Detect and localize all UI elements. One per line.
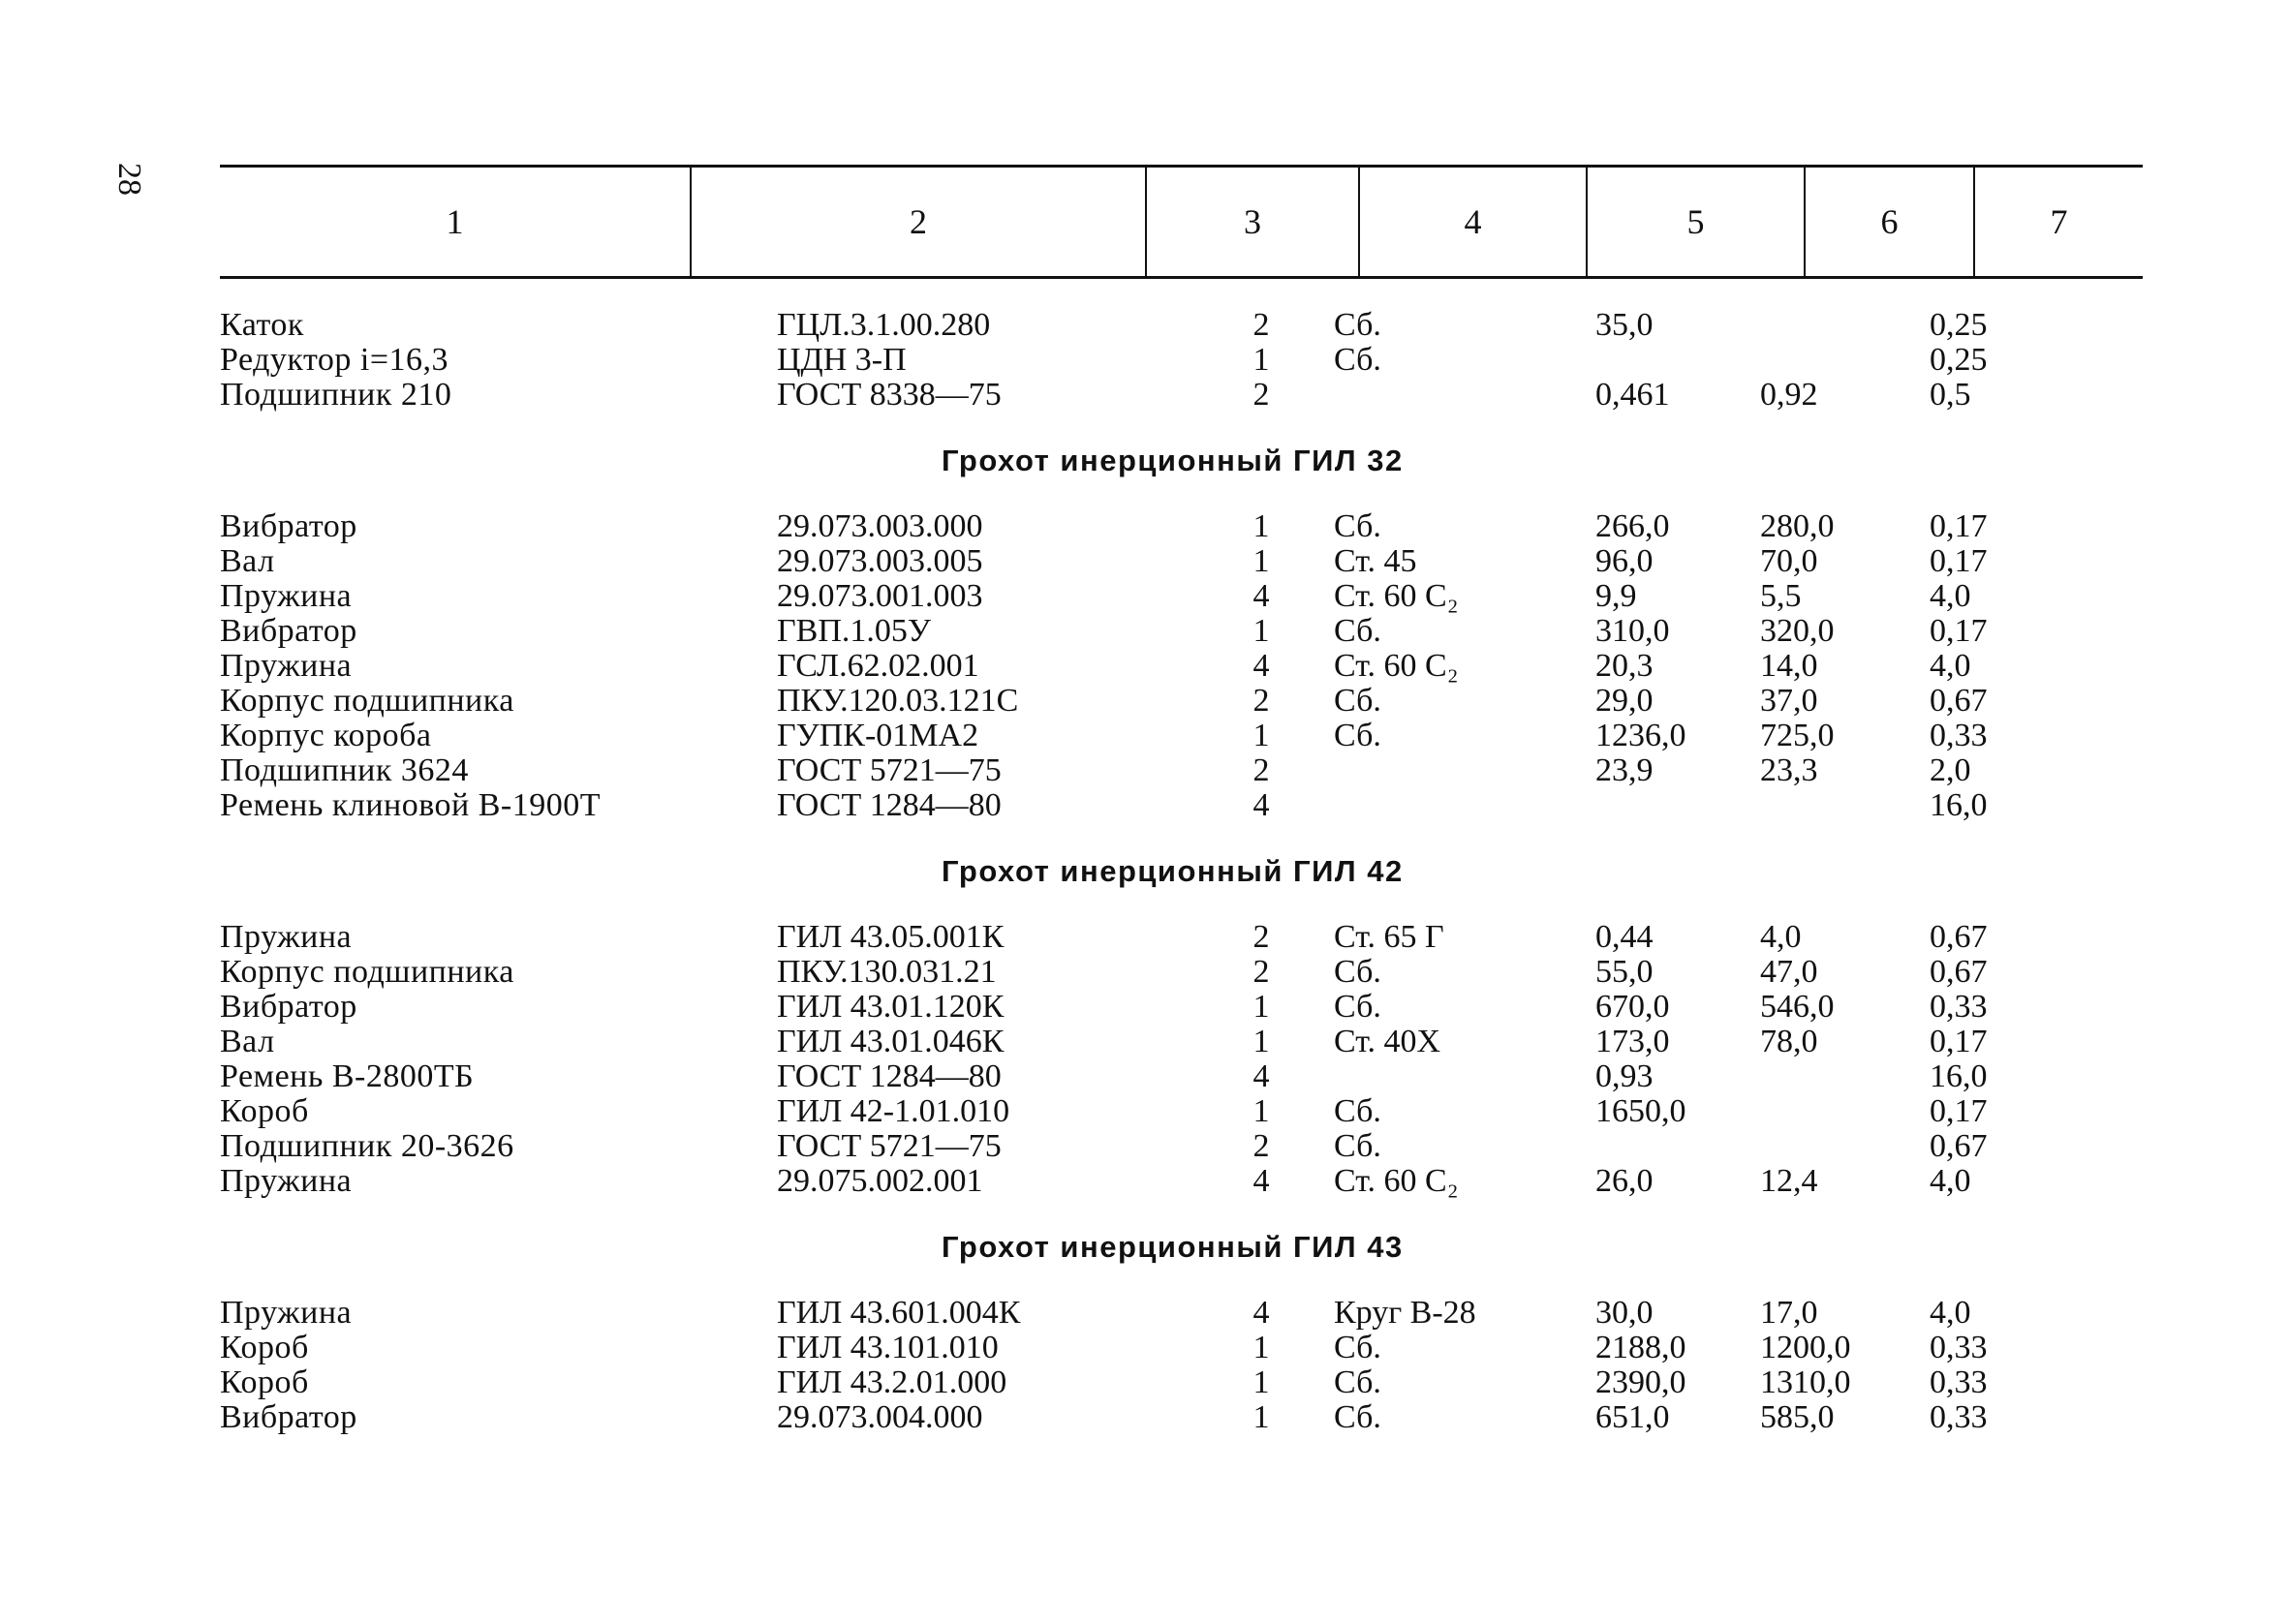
cell-col-4: Сб. — [1334, 1364, 1381, 1400]
table-row — [220, 1365, 2143, 1400]
cell-col-2: ПКУ.120.03.121С — [777, 683, 1019, 719]
cell-col-3: 2 — [1252, 377, 1270, 413]
table-row — [220, 684, 2143, 719]
table-row — [220, 614, 2143, 649]
cell-col-5: 23,9 — [1595, 752, 1654, 788]
cell-col-4 — [1290, 378, 1595, 413]
cell-col-7: 0,33 — [1930, 718, 1988, 753]
cell-col-2: ГИЛ 43.601.004К — [777, 1295, 1021, 1331]
cell-col-2: ГЦЛ.3.1.00.280 — [777, 307, 991, 343]
cell-col-2: ГИЛ 43.01.120К — [777, 989, 1005, 1025]
cell-col-3: 1 — [1252, 1024, 1270, 1059]
cell-col-3: 1 — [1252, 1399, 1270, 1435]
cell-col-6: 17,0 — [1760, 1295, 1818, 1331]
cell-col-4: Сб. — [1334, 954, 1381, 990]
section-title: Грохот инерционный ГИЛ 32 — [942, 444, 1404, 477]
table-body — [220, 279, 2143, 1435]
cell-col-1: Короб — [220, 1364, 309, 1400]
cell-col-2: 29.073.003.005 — [777, 543, 983, 579]
cell-col-2: ГИЛ 42-1.01.010 — [777, 1093, 1010, 1129]
cell-col-6: 4,0 — [1760, 919, 1802, 955]
cell-col-1: Вибратор — [220, 989, 357, 1025]
cell-col-5: 2188,0 — [1595, 1330, 1686, 1365]
cell-col-7: 0,25 — [1930, 307, 1988, 343]
table-row — [220, 920, 2143, 955]
cell-col-4: Сб. — [1334, 1093, 1381, 1129]
cell-col-4: Ст. 60 С₂ — [1334, 1163, 1459, 1199]
cell-col-5: 35,0 — [1595, 307, 1654, 343]
cell-col-7: 0,17 — [1930, 508, 1988, 544]
cell-col-4 — [1290, 1059, 1595, 1094]
column-header-4: 4 — [1358, 168, 1586, 276]
cell-col-7: 0,67 — [1930, 954, 1988, 990]
cell-col-4: Сб. — [1334, 613, 1381, 649]
cell-col-5: 0,44 — [1595, 919, 1654, 955]
cell-col-2: ГИЛ 43.05.001К — [777, 919, 1005, 955]
cell-col-6: 12,4 — [1760, 1163, 1818, 1199]
cell-col-2: ГОСТ 8338—75 — [777, 377, 1002, 413]
cell-col-1: Вал — [220, 1024, 275, 1059]
cell-col-7: 16,0 — [1930, 1058, 1988, 1094]
cell-col-1: Каток — [220, 307, 304, 343]
cell-col-6: 5,5 — [1760, 578, 1802, 614]
cell-col-6: 725,0 — [1760, 718, 1835, 753]
cell-col-3: 1 — [1252, 613, 1270, 649]
cell-col-3: 4 — [1252, 787, 1270, 823]
table-row — [220, 378, 2143, 413]
cell-col-7: 0,25 — [1930, 342, 1988, 378]
cell-col-3: 1 — [1252, 1093, 1270, 1129]
cell-col-4: Сб. — [1334, 1330, 1381, 1365]
cell-col-3: 1 — [1252, 989, 1270, 1025]
cell-col-5: 173,0 — [1595, 1024, 1670, 1059]
column-header-5: 5 — [1586, 168, 1804, 276]
cell-col-6: 47,0 — [1760, 954, 1818, 990]
cell-col-4: Круг В-28 — [1334, 1295, 1476, 1331]
cell-col-3: 1 — [1252, 342, 1270, 378]
cell-col-1: Корпус подшипника — [220, 954, 514, 990]
table-row — [220, 544, 2143, 579]
cell-col-2: 29.073.004.000 — [777, 1399, 983, 1435]
cell-col-6: 70,0 — [1760, 543, 1818, 579]
cell-col-3: 2 — [1252, 954, 1270, 990]
cell-col-2: ГОСТ 1284—80 — [777, 787, 1002, 823]
cell-col-4: Ст. 65 Г — [1334, 919, 1444, 955]
table-header — [220, 168, 2143, 276]
cell-col-6 — [1760, 1059, 1930, 1094]
cell-col-6: 280,0 — [1760, 508, 1835, 544]
cell-col-6: 585,0 — [1760, 1399, 1835, 1435]
cell-col-4: Сб. — [1334, 1128, 1381, 1164]
cell-col-4: Сб. — [1334, 508, 1381, 544]
cell-col-2: 29.075.002.001 — [777, 1163, 983, 1199]
cell-col-6 — [1760, 1129, 1930, 1164]
cell-col-5: 266,0 — [1595, 508, 1670, 544]
cell-col-7: 0,33 — [1930, 1364, 1988, 1400]
cell-col-5: 0,93 — [1595, 1058, 1654, 1094]
cell-col-1: Пружина — [220, 578, 353, 614]
page-number: 28 — [111, 163, 147, 196]
cell-col-5: 2390,0 — [1595, 1364, 1686, 1400]
column-header-6: 6 — [1804, 168, 1973, 276]
cell-col-1: Подшипник 20-3626 — [220, 1128, 514, 1164]
column-header-3: 3 — [1145, 168, 1358, 276]
cell-col-2: ГОСТ 5721—75 — [777, 752, 1002, 788]
column-header-2: 2 — [690, 168, 1145, 276]
table-row — [220, 1296, 2143, 1331]
cell-col-6 — [1760, 788, 1930, 823]
cell-col-2: ГСЛ.62.02.001 — [777, 648, 979, 684]
cell-col-7: 4,0 — [1930, 648, 1971, 684]
cell-col-4: Сб. — [1334, 307, 1381, 343]
cell-col-6 — [1760, 308, 1930, 343]
cell-col-1: Вибратор — [220, 1399, 357, 1435]
table-row — [220, 1400, 2143, 1435]
table-row — [220, 579, 2143, 614]
cell-col-7: 0,67 — [1930, 683, 1988, 719]
cell-col-3: 2 — [1252, 307, 1270, 343]
cell-col-7: 0,33 — [1930, 1330, 1988, 1365]
cell-col-4: Сб. — [1334, 1399, 1381, 1435]
table-row — [220, 1059, 2143, 1094]
cell-col-1: Корпус подшипника — [220, 683, 514, 719]
cell-col-4: Ст. 40Х — [1334, 1024, 1441, 1059]
cell-col-6: 37,0 — [1760, 683, 1818, 719]
cell-col-3: 4 — [1252, 1295, 1270, 1331]
table-row — [220, 1025, 2143, 1059]
cell-col-6: 14,0 — [1760, 648, 1818, 684]
cell-col-2: 29.073.001.003 — [777, 578, 983, 614]
cell-col-1: Редуктор i=16,3 — [220, 342, 449, 378]
cell-col-3: 1 — [1252, 508, 1270, 544]
cell-col-6: 546,0 — [1760, 989, 1835, 1025]
cell-col-1: Короб — [220, 1330, 309, 1365]
cell-col-3: 4 — [1252, 648, 1270, 684]
cell-col-5: 9,9 — [1595, 578, 1637, 614]
cell-col-7: 0,67 — [1930, 919, 1988, 955]
cell-col-5 — [1595, 1129, 1760, 1164]
table-row — [220, 1094, 2143, 1129]
cell-col-7: 0,17 — [1930, 1093, 1988, 1129]
cell-col-7: 4,0 — [1930, 1295, 1971, 1331]
cell-col-7: 2,0 — [1930, 752, 1971, 788]
cell-col-1: Пружина — [220, 1163, 353, 1199]
cell-col-5: 651,0 — [1595, 1399, 1670, 1435]
cell-col-7: 0,17 — [1930, 1024, 1988, 1059]
cell-col-5: 1236,0 — [1595, 718, 1686, 753]
cell-col-2: ГВП.1.05У — [777, 613, 931, 649]
cell-col-6 — [1760, 343, 1930, 378]
cell-col-7: 0,33 — [1930, 989, 1988, 1025]
cell-col-4: Сб. — [1334, 989, 1381, 1025]
cell-col-3: 1 — [1252, 1364, 1270, 1400]
cell-col-4: Сб. — [1334, 718, 1381, 753]
cell-col-1: Вибратор — [220, 613, 357, 649]
cell-col-6: 1200,0 — [1760, 1330, 1851, 1365]
cell-col-4: Сб. — [1334, 342, 1381, 378]
cell-col-1: Пружина — [220, 648, 353, 684]
cell-col-4 — [1290, 753, 1595, 788]
cell-col-7: 0,17 — [1930, 613, 1988, 649]
cell-col-5: 1650,0 — [1595, 1093, 1686, 1129]
cell-col-2: ГИЛ 43.2.01.000 — [777, 1364, 1007, 1400]
cell-col-7: 4,0 — [1930, 578, 1971, 614]
cell-col-2: ГОСТ 5721—75 — [777, 1128, 1002, 1164]
cell-col-1: Вибратор — [220, 508, 357, 544]
cell-col-7: 0,17 — [1930, 543, 1988, 579]
cell-col-3: 4 — [1252, 578, 1270, 614]
cell-col-1: Подшипник 3624 — [220, 752, 469, 788]
cell-col-6 — [1760, 1094, 1930, 1129]
cell-col-1: Корпус короба — [220, 718, 432, 753]
cell-col-2: ЦДН 3-П — [777, 342, 907, 378]
cell-col-1: Вал — [220, 543, 275, 579]
cell-col-3: 1 — [1252, 718, 1270, 753]
table-row — [220, 1164, 2143, 1199]
cell-col-2: ГОСТ 1284—80 — [777, 1058, 1002, 1094]
cell-col-6: 1310,0 — [1760, 1364, 1851, 1400]
cell-col-2: ГИЛ 43.101.010 — [777, 1330, 999, 1365]
table-row — [220, 955, 2143, 990]
cell-col-5: 29,0 — [1595, 683, 1654, 719]
cell-col-2: ГУПК-01МА2 — [777, 718, 979, 753]
cell-col-4: Ст. 60 С₂ — [1334, 648, 1459, 684]
cell-col-1: Подшипник 210 — [220, 377, 452, 413]
cell-col-3: 2 — [1252, 919, 1270, 955]
table-row — [220, 649, 2143, 684]
table-row — [220, 1331, 2143, 1365]
cell-col-3: 4 — [1252, 1058, 1270, 1094]
cell-col-3: 2 — [1252, 1128, 1270, 1164]
cell-col-5: 0,461 — [1595, 377, 1670, 413]
cell-col-3: 2 — [1252, 752, 1270, 788]
cell-col-1: Ремень В-2800ТБ — [220, 1058, 475, 1094]
cell-col-2: 29.073.003.000 — [777, 508, 983, 544]
section-title: Грохот инерционный ГИЛ 43 — [942, 1230, 1404, 1264]
table-row — [220, 719, 2143, 753]
cell-col-1: Пружина — [220, 919, 353, 955]
section-title: Грохот инерционный ГИЛ 42 — [942, 854, 1404, 888]
cell-col-6: 0,92 — [1760, 377, 1818, 413]
cell-col-6: 78,0 — [1760, 1024, 1818, 1059]
cell-col-4: Ст. 45 — [1334, 543, 1417, 579]
table-row — [220, 1129, 2143, 1164]
table-row — [220, 990, 2143, 1025]
cell-col-5: 96,0 — [1595, 543, 1654, 579]
cell-col-2: ПКУ.130.031.21 — [777, 954, 997, 990]
cell-col-3: 4 — [1252, 1163, 1270, 1199]
cell-col-3: 1 — [1252, 543, 1270, 579]
cell-col-7: 0,33 — [1930, 1399, 1988, 1435]
cell-col-5: 310,0 — [1595, 613, 1670, 649]
cell-col-1: Короб — [220, 1093, 309, 1129]
cell-col-5: 20,3 — [1595, 648, 1654, 684]
table-row — [220, 343, 2143, 378]
table-row — [220, 753, 2143, 788]
cell-col-5 — [1595, 788, 1760, 823]
cell-col-1: Ремень клиновой В-1900Т — [220, 787, 602, 823]
column-header-7: 7 — [1973, 168, 2143, 276]
cell-col-3: 2 — [1252, 683, 1270, 719]
cell-col-4 — [1290, 788, 1595, 823]
cell-col-6: 320,0 — [1760, 613, 1835, 649]
column-header-1: 1 — [446, 202, 464, 241]
cell-col-5: 30,0 — [1595, 1295, 1654, 1331]
cell-col-4: Ст. 60 С₂ — [1334, 578, 1459, 614]
table-row — [220, 788, 2143, 823]
cell-col-7: 0,67 — [1930, 1128, 1988, 1164]
cell-col-7: 4,0 — [1930, 1163, 1971, 1199]
cell-col-7: 16,0 — [1930, 787, 1988, 823]
cell-col-7: 0,5 — [1930, 377, 1971, 413]
cell-col-5: 670,0 — [1595, 989, 1670, 1025]
cell-col-3: 1 — [1252, 1330, 1270, 1365]
cell-col-5: 26,0 — [1595, 1163, 1654, 1199]
cell-col-1: Пружина — [220, 1295, 353, 1331]
cell-col-5 — [1595, 343, 1760, 378]
cell-col-4: Сб. — [1334, 683, 1381, 719]
table-row — [220, 308, 2143, 343]
cell-col-6: 23,3 — [1760, 752, 1818, 788]
table-row — [220, 509, 2143, 544]
cell-col-2: ГИЛ 43.01.046К — [777, 1024, 1005, 1059]
cell-col-5: 55,0 — [1595, 954, 1654, 990]
parts-table — [220, 165, 2143, 1435]
